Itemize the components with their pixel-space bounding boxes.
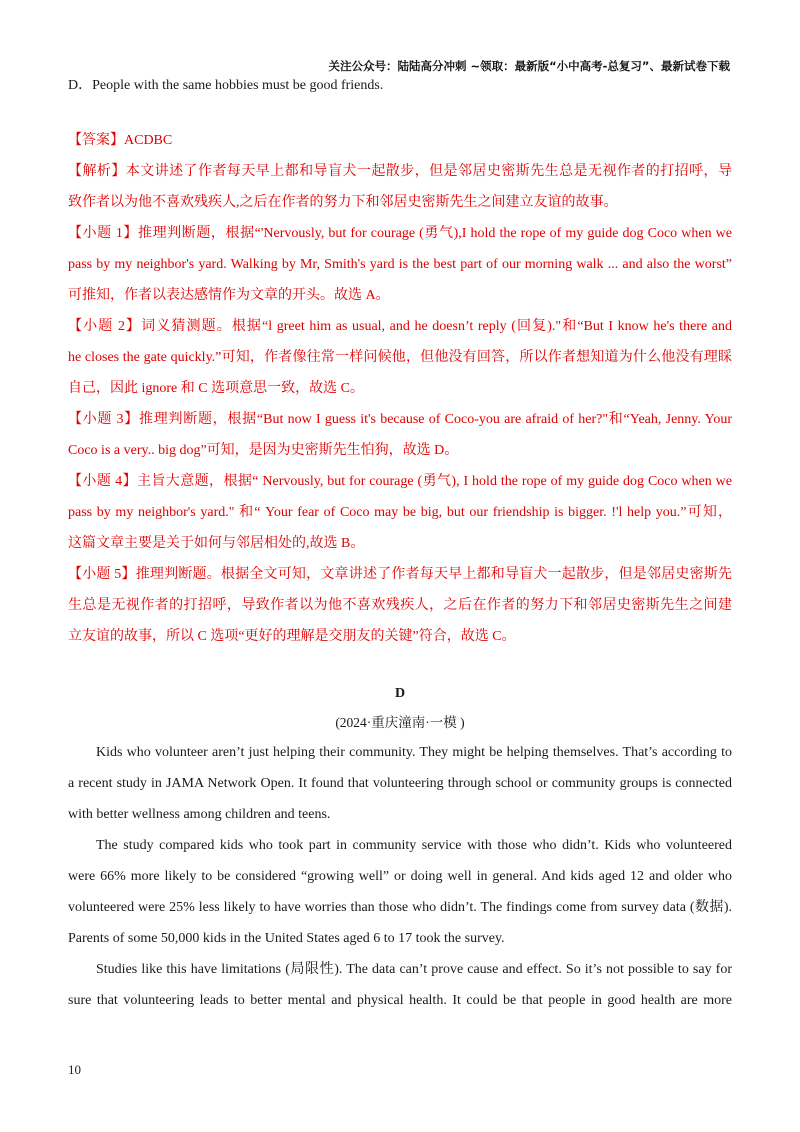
q5-line: 立友谊的故事，所以 C 选项“更好的理解是交朋友的关键”符合，故选 C。 (68, 629, 516, 644)
q2-line: he closes the gate quickly.”可知，作者像往常一样问候他，但他没有回答，所以作者想知道为什么他没有理睬 (68, 350, 732, 365)
q2-line: 自己，因此 ignore 和 C 选项意思一致，故选 C。 (68, 381, 364, 396)
q2-line: 【小题 2】词义猜测题。根据“l greet him as usual, and he doesn’t reply (回复)."和“But I know he's there and (68, 319, 732, 334)
q5-line: 生总是无视作者的打招呼，导致作者以为他不喜欢残疾人，之后在作者的努力下和邻居史密斯先生之间建 (68, 598, 732, 613)
q3-line: 【小题 3】推理判断题，根据“But now I guess it's because of Coco-you are afraid of her?"和“Yeah, Jenny. Your (68, 412, 732, 427)
header-note: 关注公众号：陆陆高分冲刺 ~领取：最新版“小中高考-总复习”、最新试卷下载 (328, 59, 730, 73)
q4-line: 【小题 4】主旨大意题，根据“ Nervously, but for courage (勇气), I hold the rope of my guide dog Coco when we (68, 474, 732, 489)
passage-paragraph-1 (68, 737, 732, 830)
passage-line: a recent study in JAMA Network Open. It found that volunteering through school or community groups is connected (68, 776, 732, 791)
q3-line: Coco is a very.. big dog”可知，是因为史密斯先生怕狗，故选 D。 (68, 443, 459, 458)
passage-line: volunteered were 25% less likely to have worries than those who didn’t. The findings come from survey data (数据). (68, 900, 732, 915)
answer-analysis (68, 125, 732, 652)
passage-line: were 66% more likely to be considered “growing well” or doing well in general. And kids aged 12 and older who (68, 869, 732, 884)
passage-line: with better wellness among children and teens. (68, 807, 331, 822)
passage-line: The study compared kids who took part in community service with those who didn’t. Kids who volunteered (96, 838, 732, 853)
analysis-line: 【解析】本文讲述了作者每天早上都和导盲犬一起散步，但是邻居史密斯先生总是无视作者的打招呼，导 (68, 164, 732, 179)
q4-line: pass by my neighbor's yard." 和“ Your fear of Coco may be big, but our friendship is bigger. !'l help you.”可知， (68, 505, 732, 520)
passage-paragraph-3 (68, 954, 732, 1016)
passage-line: Parents of some 50,000 kids in the United States aged 6 to 17 took the survey. (68, 931, 505, 946)
passage-paragraph-2 (68, 830, 732, 954)
analysis-line: 致作者以为他不喜欢残疾人,之后在作者的努力下和邻居史密斯先生之间建立友谊的故事。 (68, 195, 618, 210)
passage-line: Studies like this have limitations (局限性). The data can’t prove cause and effect. So it’s not possible to say for (96, 962, 732, 977)
q1-line: 可推知，作者以表达感情作为文章的开头。故选 A。 (68, 288, 390, 303)
section-title: D (394, 686, 406, 701)
q5-line: 【小题 5】推理判断题。根据全文可知，文章讲述了作者每天早上都和导盲犬一起散步，但是邻居史密斯先 (68, 567, 732, 582)
section-source: (2024·重庆潼南·一模 ) (335, 715, 465, 730)
page-content (68, 70, 732, 1016)
q4-line: 这篇文章主要是关于如何与邻居相处的,故选 B。 (68, 536, 365, 551)
q1-line: 【小题 1】推理判断题，根据“'Nervously, but for courage (勇气),I hold the rope of my guide dog Coco when we (68, 226, 732, 241)
q1-line: pass by my neighbor's yard. Walking by Mr, Smith's yard is the best part of our morning walk ... and also the worst” (68, 257, 732, 272)
answer-line: 【答案】ACDBC (68, 133, 173, 148)
option-d: D．People with the same hobbies must be good friends. (68, 78, 384, 93)
passage-line: sure that volunteering leads to better mental and physical health. It could be that people in good health are more (68, 993, 732, 1008)
spacer (68, 101, 732, 125)
page-number: 10 (68, 1062, 81, 1077)
passage-line: Kids who volunteer aren’t just helping their community. They might be helping themselves. That’s according to (96, 745, 732, 760)
